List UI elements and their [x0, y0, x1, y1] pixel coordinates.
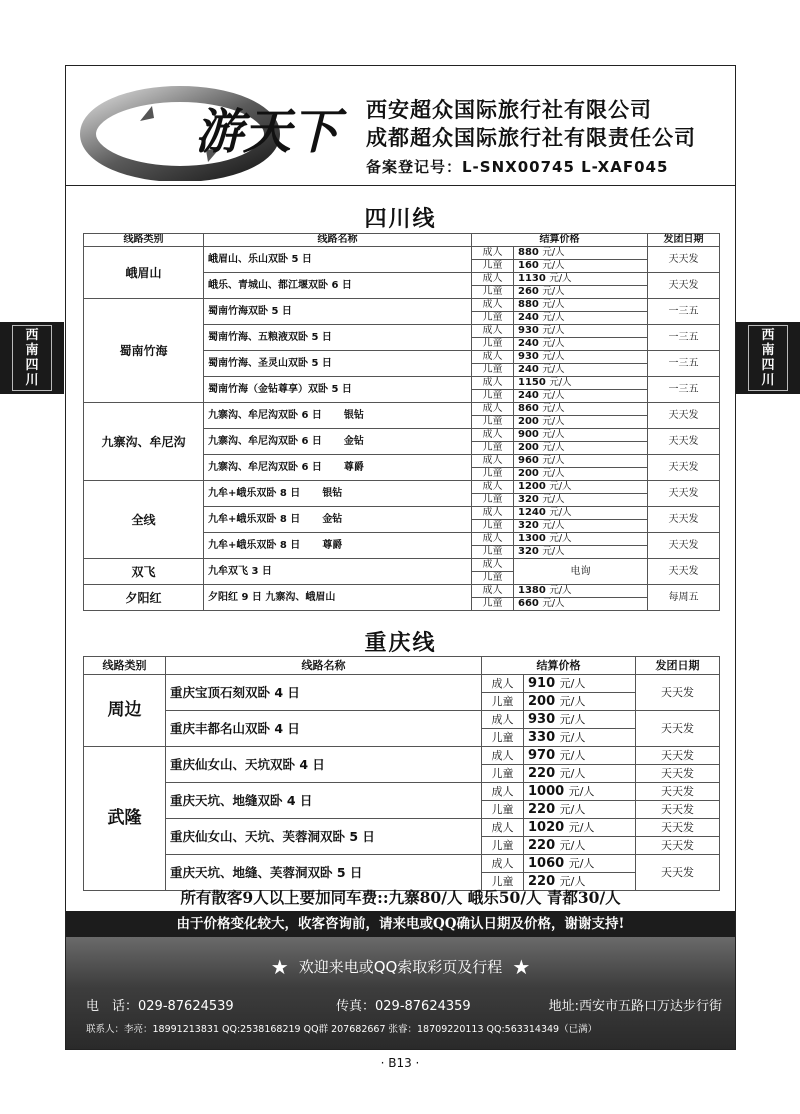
price-value — [514, 260, 648, 273]
child-label: 儿童 — [472, 598, 514, 611]
price-unit: 元/人 — [542, 403, 565, 414]
price-unit: 元/人 — [559, 875, 586, 888]
departure-date: 天天发 — [636, 783, 720, 801]
side-tab-char: 川 — [761, 373, 775, 388]
side-tab-char: 南 — [761, 343, 775, 358]
price-number: 970 — [528, 748, 556, 763]
price-number: 160 — [518, 260, 539, 271]
price-value — [514, 390, 648, 403]
departure-date: 天天发 — [648, 429, 720, 455]
price-unit: 元/人 — [542, 598, 565, 609]
price-number: 930 — [528, 712, 556, 727]
adult-label: 成人 — [472, 299, 514, 312]
adult-label: 成人 — [482, 711, 524, 729]
price-number: 960 — [518, 455, 539, 466]
price-note: 电询 — [514, 559, 648, 585]
child-label: 儿童 — [472, 286, 514, 299]
child-label: 儿童 — [472, 416, 514, 429]
price-number: 1380 — [518, 585, 546, 596]
adult-label: 成人 — [482, 747, 524, 765]
departure-date: 一三五 — [648, 351, 720, 377]
price-unit: 元/人 — [542, 325, 565, 336]
price-value — [514, 312, 648, 325]
company-name-chengdu: 成都超众国际旅行社有限责任公司 — [366, 126, 696, 150]
price-number: 330 — [528, 730, 556, 745]
price-number: 200 — [518, 442, 539, 453]
route-category: 峨眉山 — [84, 247, 204, 299]
route-name: 蜀南竹海双卧 5 日 — [204, 299, 472, 325]
price-number: 880 — [518, 247, 539, 258]
fax-number: 传真：029-87624359 — [336, 999, 471, 1014]
child-label: 儿童 — [472, 260, 514, 273]
table-row — [84, 585, 720, 598]
adult-label: 成人 — [472, 507, 514, 520]
price-number: 220 — [528, 838, 556, 853]
route-name: 重庆丰都名山双卧 4 日 — [166, 711, 482, 747]
price-value — [514, 429, 648, 442]
table-row — [84, 819, 720, 837]
price-value — [514, 403, 648, 416]
star-icon: ★ — [512, 955, 531, 979]
chongqing-section-title: 重庆线 — [364, 630, 437, 656]
child-label: 儿童 — [472, 312, 514, 325]
price-value — [514, 416, 648, 429]
price-value — [524, 765, 636, 783]
price-unit: 元/人 — [549, 533, 572, 544]
price-value — [524, 675, 636, 693]
route-name: 重庆天坑、地缝双卧 4 日 — [166, 783, 482, 819]
price-number: 240 — [518, 338, 539, 349]
chongqing-table-header — [84, 657, 720, 675]
route-name: 蜀南竹海、五粮液双卧 5 日 — [204, 325, 472, 351]
route-name: 九寨沟、牟尼沟双卧 6 日 尊爵 — [204, 455, 472, 481]
price-number: 910 — [528, 676, 556, 691]
price-number: 1200 — [518, 481, 546, 492]
departure-date: 天天发 — [636, 855, 720, 891]
table-row — [84, 481, 720, 494]
price-value — [524, 819, 636, 837]
price-unit: 元/人 — [542, 468, 565, 479]
route-name: 峨乐、青城山、都江堰双卧 6 日 — [204, 273, 472, 299]
departure-date: 天天发 — [648, 273, 720, 299]
price-value — [514, 377, 648, 390]
welcome-line — [66, 955, 735, 979]
departure-date: 天天发 — [636, 837, 720, 855]
price-value — [524, 747, 636, 765]
adult-label: 成人 — [482, 675, 524, 693]
adult-label: 成人 — [472, 533, 514, 546]
price-value — [514, 442, 648, 455]
price-value — [514, 351, 648, 364]
price-value — [514, 299, 648, 312]
price-number: 1020 — [528, 820, 565, 835]
table-row — [84, 855, 720, 873]
header-route-name: 线路名称 — [166, 657, 482, 675]
route-category: 武隆 — [84, 747, 166, 891]
child-label: 儿童 — [482, 837, 524, 855]
adult-label: 成人 — [482, 855, 524, 873]
price-number: 240 — [518, 390, 539, 401]
address: 地址:西安市五路口万达步行街 — [548, 999, 722, 1014]
price-value — [514, 468, 648, 481]
price-unit: 元/人 — [549, 585, 572, 596]
table-row — [84, 299, 720, 312]
route-name: 蜀南竹海、圣灵山双卧 5 日 — [204, 351, 472, 377]
price-unit: 元/人 — [542, 429, 565, 440]
route-category: 周边 — [84, 675, 166, 747]
sichuan-route-table — [83, 233, 720, 611]
price-value — [514, 273, 648, 286]
price-value — [524, 693, 636, 711]
price-number: 1130 — [518, 273, 546, 284]
footer — [66, 937, 735, 1049]
adult-label: 成人 — [472, 377, 514, 390]
logo-text: 游天下 — [195, 104, 340, 160]
price-value — [514, 247, 648, 260]
price-value — [514, 481, 648, 494]
sichuan-table-header — [84, 234, 720, 247]
side-tab-right — [736, 322, 800, 394]
route-tier: 金钻 — [322, 513, 343, 525]
price-number: 930 — [518, 325, 539, 336]
route-name: 九寨沟、牟尼沟双卧 6 日 银钻 — [204, 403, 472, 429]
price-unit: 元/人 — [542, 416, 565, 427]
child-label: 儿童 — [472, 338, 514, 351]
price-unit: 元/人 — [542, 260, 565, 271]
route-tier: 银钻 — [322, 487, 343, 499]
price-number: 1060 — [528, 856, 565, 871]
adult-label: 成人 — [472, 429, 514, 442]
price-number: 1150 — [518, 377, 546, 388]
price-unit: 元/人 — [549, 377, 572, 388]
price-unit: 元/人 — [559, 767, 586, 780]
adult-label: 成人 — [472, 585, 514, 598]
price-unit: 元/人 — [568, 785, 595, 798]
price-unit: 元/人 — [559, 677, 586, 690]
child-label: 儿童 — [472, 546, 514, 559]
table-row — [84, 711, 720, 729]
child-label: 儿童 — [472, 572, 514, 585]
departure-date: 一三五 — [648, 299, 720, 325]
departure-date: 天天发 — [648, 455, 720, 481]
price-number: 260 — [518, 286, 539, 297]
side-tab-char: 四 — [761, 358, 775, 373]
price-unit: 元/人 — [559, 731, 586, 744]
price-unit: 元/人 — [542, 546, 565, 557]
header-price: 结算价格 — [472, 234, 648, 247]
price-unit: 元/人 — [559, 695, 586, 708]
price-number: 860 — [518, 403, 539, 414]
route-name: 重庆宝顶石刻双卧 4 日 — [166, 675, 482, 711]
child-label: 儿童 — [482, 873, 524, 891]
route-name: 重庆天坑、地缝、芙蓉洞双卧 5 日 — [166, 855, 482, 891]
table-row — [84, 747, 720, 765]
route-category: 蜀南竹海 — [84, 299, 204, 403]
price-number: 1000 — [528, 784, 565, 799]
child-label: 儿童 — [472, 468, 514, 481]
route-name: 夕阳红 9 日 九寨沟、峨眉山 — [204, 585, 472, 611]
price-value — [524, 855, 636, 873]
route-name: 九牟+峨乐双卧 8 日 金钻 — [204, 507, 472, 533]
price-notice-banner: 由于价格变化较大，收客咨询前，请来电或QQ确认日期及价格，谢谢支持! — [66, 911, 735, 937]
price-unit: 元/人 — [559, 713, 586, 726]
table-row — [84, 559, 720, 572]
departure-date: 天天发 — [636, 675, 720, 711]
adult-label: 成人 — [472, 273, 514, 286]
side-tab-char: 川 — [25, 373, 39, 388]
price-unit: 元/人 — [559, 803, 586, 816]
child-label: 儿童 — [472, 442, 514, 455]
side-tab-char: 四 — [25, 358, 39, 373]
adult-label: 成人 — [472, 559, 514, 572]
price-value — [514, 325, 648, 338]
side-tab-left — [0, 322, 64, 394]
price-value — [514, 585, 648, 598]
price-value — [524, 729, 636, 747]
departure-date: 天天发 — [636, 819, 720, 837]
price-value — [514, 494, 648, 507]
header-price: 结算价格 — [482, 657, 636, 675]
header — [66, 66, 735, 186]
route-name: 重庆仙女山、天坑双卧 4 日 — [166, 747, 482, 783]
route-name: 九牟双飞 3 日 — [204, 559, 472, 585]
price-unit: 元/人 — [568, 821, 595, 834]
child-label: 儿童 — [482, 729, 524, 747]
price-unit: 元/人 — [542, 247, 565, 258]
price-unit: 元/人 — [542, 364, 565, 375]
departure-date: 一三五 — [648, 325, 720, 351]
price-value — [514, 286, 648, 299]
departure-date: 天天发 — [648, 507, 720, 533]
chongqing-route-table — [83, 656, 720, 891]
price-number: 320 — [518, 520, 539, 531]
price-value — [514, 546, 648, 559]
price-number: 200 — [528, 694, 556, 709]
route-name: 重庆仙女山、天坑、芙蓉洞双卧 5 日 — [166, 819, 482, 855]
price-value — [524, 801, 636, 819]
price-unit: 元/人 — [549, 507, 572, 518]
price-value — [524, 837, 636, 855]
route-tier: 金钻 — [343, 435, 364, 447]
departure-date: 天天发 — [636, 711, 720, 747]
price-unit: 元/人 — [559, 749, 586, 762]
price-unit: 元/人 — [559, 839, 586, 852]
price-number: 900 — [518, 429, 539, 440]
price-unit: 元/人 — [542, 390, 565, 401]
price-number: 880 — [518, 299, 539, 310]
child-label: 儿童 — [482, 693, 524, 711]
departure-date: 每周五 — [648, 585, 720, 611]
table-row — [84, 783, 720, 801]
departure-date: 天天发 — [648, 481, 720, 507]
adult-label: 成人 — [472, 247, 514, 260]
contact-info-row — [86, 995, 726, 1014]
price-value — [514, 507, 648, 520]
price-number: 220 — [528, 766, 556, 781]
route-category: 夕阳红 — [84, 585, 204, 611]
departure-date: 一三五 — [648, 377, 720, 403]
price-unit: 元/人 — [542, 351, 565, 362]
header-category: 线路类别 — [84, 657, 166, 675]
price-number: 930 — [518, 351, 539, 362]
departure-date: 天天发 — [636, 747, 720, 765]
price-unit: 元/人 — [549, 481, 572, 492]
route-tier: 尊爵 — [322, 539, 343, 551]
departure-date: 天天发 — [648, 403, 720, 429]
adult-label: 成人 — [482, 819, 524, 837]
header-date: 发团日期 — [648, 234, 720, 247]
route-tier: 尊爵 — [343, 461, 364, 473]
adult-label: 成人 — [472, 403, 514, 416]
route-tier: 银钻 — [343, 409, 364, 421]
price-unit: 元/人 — [542, 455, 565, 466]
child-label: 儿童 — [482, 801, 524, 819]
side-tab-left-label — [12, 325, 52, 391]
price-number: 660 — [518, 598, 539, 609]
price-number: 320 — [518, 546, 539, 557]
child-label: 儿童 — [472, 494, 514, 507]
adult-label: 成人 — [472, 325, 514, 338]
price-value — [514, 338, 648, 351]
route-category: 全线 — [84, 481, 204, 559]
price-unit: 元/人 — [542, 286, 565, 297]
contact-persons: 联系人：李亮：18991213831 QQ:2538168219 QQ群 207682667 张睿：18709220113 QQ:563314349（已满） — [86, 1024, 598, 1035]
adult-label: 成人 — [482, 783, 524, 801]
company-logo — [80, 76, 360, 181]
side-tab-char: 西 — [761, 328, 775, 343]
child-label: 儿童 — [472, 364, 514, 377]
star-icon: ★ — [270, 955, 289, 979]
price-value — [514, 364, 648, 377]
price-number: 1300 — [518, 533, 546, 544]
price-unit: 元/人 — [542, 299, 565, 310]
side-tab-char: 南 — [25, 343, 39, 358]
departure-date: 天天发 — [648, 559, 720, 585]
header-date: 发团日期 — [636, 657, 720, 675]
table-row — [84, 675, 720, 693]
route-name: 蜀南竹海（金钻尊享）双卧 5 日 — [204, 377, 472, 403]
price-unit: 元/人 — [568, 857, 595, 870]
price-number: 220 — [528, 874, 556, 889]
adult-label: 成人 — [472, 455, 514, 468]
welcome-text: 欢迎来电或QQ索取彩页及行程 — [298, 958, 503, 976]
price-unit: 元/人 — [542, 312, 565, 323]
route-category: 双飞 — [84, 559, 204, 585]
child-label: 儿童 — [472, 520, 514, 533]
departure-date: 天天发 — [648, 533, 720, 559]
phone-number[interactable]: 电 话：029-87624539 — [86, 999, 234, 1014]
registration-number: 备案登记号：L-SNX00745 L-XAF045 — [366, 158, 669, 176]
price-value — [514, 455, 648, 468]
price-number: 240 — [518, 312, 539, 323]
route-name: 峨眉山、乐山双卧 5 日 — [204, 247, 472, 273]
price-number: 200 — [518, 416, 539, 427]
price-value — [514, 533, 648, 546]
sichuan-section-title: 四川线 — [364, 206, 437, 232]
child-label: 儿童 — [472, 390, 514, 403]
adult-label: 成人 — [472, 481, 514, 494]
route-name: 九牟+峨乐双卧 8 日 银钻 — [204, 481, 472, 507]
header-category: 线路类别 — [84, 234, 204, 247]
departure-date: 天天发 — [648, 247, 720, 273]
child-label: 儿童 — [482, 765, 524, 783]
departure-date: 天天发 — [636, 765, 720, 783]
table-row — [84, 247, 720, 260]
adult-label: 成人 — [472, 351, 514, 364]
page-number: · B13 · — [380, 1056, 420, 1070]
departure-date: 天天发 — [636, 801, 720, 819]
header-route-name: 线路名称 — [204, 234, 472, 247]
price-number: 240 — [518, 364, 539, 375]
price-value — [524, 711, 636, 729]
price-number: 200 — [518, 468, 539, 479]
price-unit: 元/人 — [542, 442, 565, 453]
side-tab-right-label — [748, 325, 788, 391]
route-name: 九寨沟、牟尼沟双卧 6 日 金钻 — [204, 429, 472, 455]
price-number: 1240 — [518, 507, 546, 518]
table-row — [84, 403, 720, 416]
surcharge-note: 所有散客9人以上要加同车费::九寨80/人 峨乐50/人 青都30/人 — [180, 888, 621, 907]
price-unit: 元/人 — [542, 338, 565, 349]
price-value — [514, 598, 648, 611]
route-category: 九寨沟、牟尼沟 — [84, 403, 204, 481]
side-tab-char: 西 — [25, 328, 39, 343]
price-unit: 元/人 — [549, 273, 572, 284]
price-number: 320 — [518, 494, 539, 505]
price-unit: 元/人 — [542, 494, 565, 505]
price-value — [514, 520, 648, 533]
price-unit: 元/人 — [542, 520, 565, 531]
brochure-frame — [65, 65, 736, 1050]
company-name-xian: 西安超众国际旅行社有限公司 — [366, 98, 652, 122]
route-name: 九牟+峨乐双卧 8 日 尊爵 — [204, 533, 472, 559]
price-value — [524, 783, 636, 801]
price-number: 220 — [528, 802, 556, 817]
